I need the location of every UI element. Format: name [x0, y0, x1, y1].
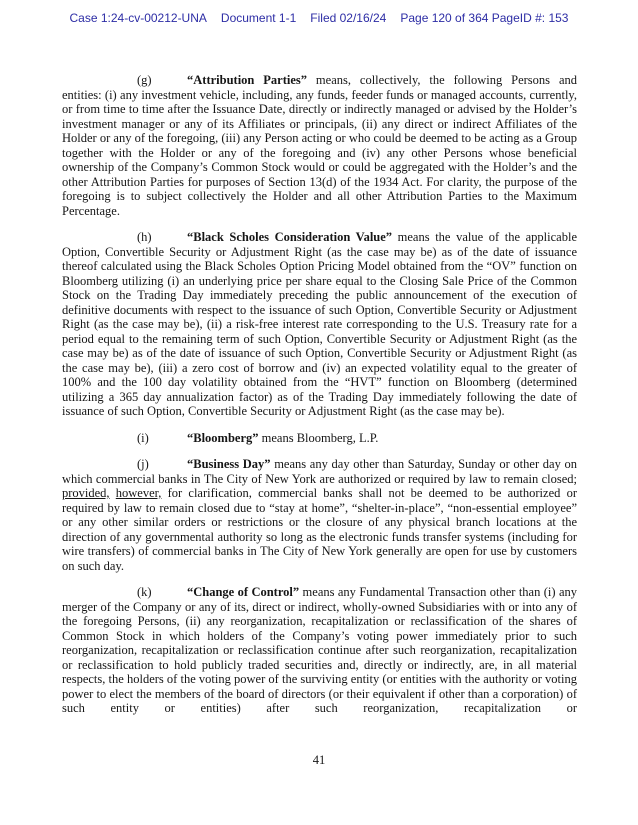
defined-term-black-scholes: “Black Scholes Consideration Value” — [187, 230, 393, 244]
paragraph-k-label: (k) — [137, 585, 152, 599]
paragraph-j — [62, 457, 577, 573]
court-stamp-header — [0, 11, 638, 25]
paragraph-g-text: means, collectively, the following Persons and entities: (i) any investment vehicle, including, any funds, feeder funds or managed accounts, currently, or from time to time after the Issuance Date, directly or indirectly managed or advised by the Holder’s investment manager or any of its Affiliates or principals, (ii) any direct or indirect Affiliates of the Holder or any of the foregoing, (iii) any Person acting or who could be deemed to be acting as a Group together with the Holder or any of the foregoing and (iv) any other Persons whose beneficial ownership of the Company’s Common Stock would or could be aggregated with the Holder’s and the other Attribution Parties for purposes of Section 13(d) of the 1934 Act. For clarity, the purpose of the foregoing is to subject collectively the Holder and all other Attribution Parties to the Maximum Percentage. — [62, 73, 577, 218]
underlined-however: however, — [115, 486, 162, 500]
paragraph-g-label: (g) — [137, 73, 152, 87]
paragraph-i — [62, 431, 577, 446]
paragraph-i-label: (i) — [137, 430, 149, 445]
document-body — [62, 73, 577, 728]
paragraph-i-text: means Bloomberg, L.P. — [258, 430, 379, 445]
paragraph-h-text: means the value of the applicable Option, Convertible Security or Adjustment Right (as the case may be) as of the date of issuance thereof calculated using the Black Scholes Option Pricing Model obtained from the “OV” function on Bloomberg utilizing (i) an underlying price per share equal to the Closing Sale Price of the Common Stock on the Trading Day immediately preceding the public announcement of the execution of definitive documents with respect to the issuance of such Option, Convertible Security or Adjustment Right (as the case may be), (ii) a risk-free interest rate corresponding to the U.S. Treasury rate for a period equal to the remaining term of such Option, Convertible Security or Adjustment Right (as the case may be) as of the date of issuance of such Option, Convertible Security or Adjustment Right (as the case may be), (iii) a zero cost of borrow and (iv) an expected volatility equal to the greater of 100% and the 100 day volatility obtained from the “HVT” function on Bloomberg (determined utilizing a 365 day annualization factor) as of the Trading Day immediately following the date of issuance of such Option, Convertible Security or Adjustment Right (as the case may be). — [62, 230, 577, 418]
paragraph-k-text: means any Fundamental Transaction other than (i) any merger of the Company or any of its, direct or indirect, wholly-owned Subsidiaries with or into any of the foregoing Persons, (ii) any reorganization, recapitalization or reclassification of the shares of Common Stock in which holders of the Company’s voting power immediately prior to such reorganization, recapitalization or reclassification continue after such reorganization, recapitalization or reclassification to hold publicly traded securities and, directly or indirectly, are, in all material respects, the holders of the voting power of the surviving entity (or entities with the authority or voting power to elect the members of the board of directors (or their equivalent if other than a corporation) of such entity or entities) after such reorganization, recapitalization or — [62, 585, 577, 715]
paragraph-j-text-b: for clarification, commercial banks shall not be deemed to be authorized or required by law to remain closed due to “stay at home”, “shelter-in-place”, “non-essential employee” or any other similar orders or restrictions or the closure of any physical branch locations at the direction of any governmental authority so long as the electronic funds transfer systems (including for wire transfers) of commercial banks in The City of New York generally are open for use by customers on such day. — [62, 486, 577, 573]
filed-date: Filed 02/16/24 — [310, 11, 387, 25]
defined-term-business-day: “Business Day” — [187, 457, 271, 471]
paragraph-g — [62, 73, 577, 218]
paragraph-k — [62, 585, 577, 716]
paragraph-h — [62, 230, 577, 419]
paragraph-j-text-a: means any day other than Saturday, Sunday or other day on which commercial banks in The City of New York are authorized or required by law to remain closed; — [62, 457, 577, 486]
paragraph-j-label: (j) — [137, 457, 149, 471]
paragraph-h-label: (h) — [137, 230, 152, 244]
case-number: Case 1:24-cv-00212-UNA — [69, 11, 207, 25]
page-number: 41 — [312, 753, 326, 767]
underlined-provided: provided, — [62, 486, 110, 500]
defined-term-change-of-control: “Change of Control” — [187, 585, 300, 599]
document-number: Document 1-1 — [220, 11, 297, 25]
defined-term-bloomberg: “Bloomberg” — [187, 430, 259, 445]
defined-term-attribution-parties: “Attribution Parties” — [187, 73, 308, 87]
page-id-info: Page 120 of 364 PageID #: 153 — [400, 11, 569, 25]
